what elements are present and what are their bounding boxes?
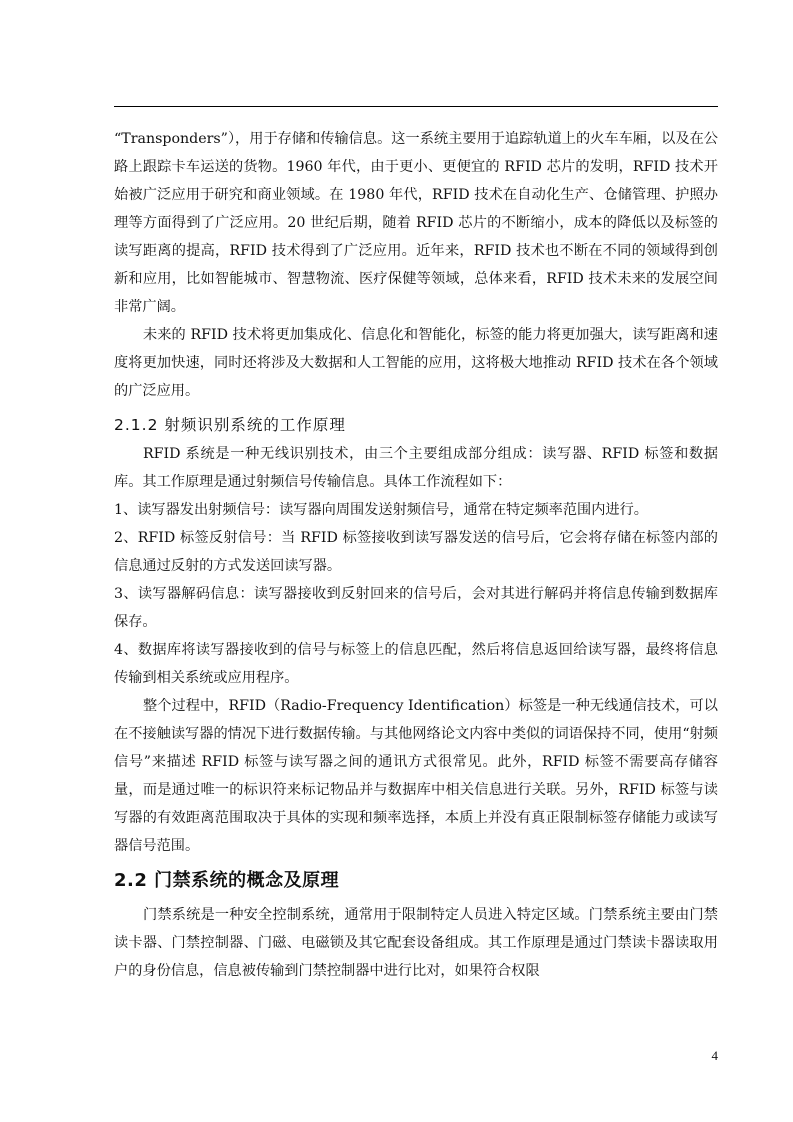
list-item-step-2: 2、RFID 标签反射信号：当 RFID 标签接收到读写器发送的信号后，它会将存储在标签内部的信息通过反射的方式发送回读写器。 <box>114 530 718 574</box>
paragraph-rfid-future: 未来的 RFID 技术将更加集成化、信息化和智能化，标签的能力将更加强大，读写距离和速度将更加快速，同时还将涉及大数据和人工智能的应用，这将极大地推动 RFID 技术在各个领域的广泛应用。 <box>114 327 718 399</box>
section-heading-2-1-2: 2.1.2 射频识别系统的工作原理 <box>114 416 346 434</box>
paragraph-rfid-summary: 整个过程中，RFID（Radio-Frequency Identification）标签是一种无线通信技术，可以在不接触读写器的情况下进行数据传输。与其他网络论文内容中类似的词语保持不同，使用“射频信号”来描述 RFID 标签与读写器之间的通讯方式很常见。此外，RFID 标签不需要高存储容量，而是通过唯一的标识符来标记物品并与数据库中相关信息进行关联。另外，RFID 标签与读写器的有效距离范围取决于具体的实现和频率选择，本质上并没有真正限制标签存储能力或读写器信号范围。 <box>114 698 718 854</box>
paragraph-rfid-history: “Transponders”），用于存储和传输信息。这一系统主要用于追踪轨道上的火车车厢，以及在公路上跟踪卡车运送的货物。1960 年代，由于更小、更便宜的 RFID 芯片的发明，RFID 技术开始被广泛应用于研究和商业领域。在 1980 年代，RFID 技术在自动化生产、仓储管理、护照办理等方面得到了广泛应用。20 世纪后期，随着 RFID 芯片的不断缩小，成本的降低以及标签的读写距离的提高，RFID 技术得到了广泛应用。近年来，RFID 技术也不断在不同的领域得到创新和应用，比如智能城市、智慧物流、医疗保健等领域，总体来看，RFID 技术未来的发展空间非常广阔。 <box>114 131 718 315</box>
list-item-step-4: 4、数据库将读写器接收到的信号与标签上的信息匹配，然后将信息返回给读写器，最终将信息传输到相关系统或应用程序。 <box>114 642 718 686</box>
page-body <box>114 125 718 985</box>
header-rule <box>114 106 718 107</box>
paragraph-access-control: 门禁系统是一种安全控制系统，通常用于限制特定人员进入特定区域。门禁系统主要由门禁读卡器、门禁控制器、门磁、电磁锁及其它配套设备组成。其工作原理是通过门禁读卡器读取用户的身份信息，信息被传输到门禁控制器中进行比对，如果符合权限 <box>114 907 718 979</box>
section-heading-2-2: 2.2 门禁系统的概念及原理 <box>114 870 340 891</box>
list-item-step-3: 3、读写器解码信息：读写器接收到反射回来的信号后，会对其进行解码并将信息传输到数据库保存。 <box>114 586 718 630</box>
paragraph-rfid-intro: RFID 系统是一种无线识别技术，由三个主要组成部分组成：读写器、RFID 标签和数据库。其工作原理是通过射频信号传输信息。具体工作流程如下： <box>114 446 718 490</box>
list-item-step-1: 1、读写器发出射频信号：读写器向周围发送射频信号，通常在特定频率范围内进行。 <box>114 502 648 518</box>
page-number: 4 <box>711 1048 718 1063</box>
